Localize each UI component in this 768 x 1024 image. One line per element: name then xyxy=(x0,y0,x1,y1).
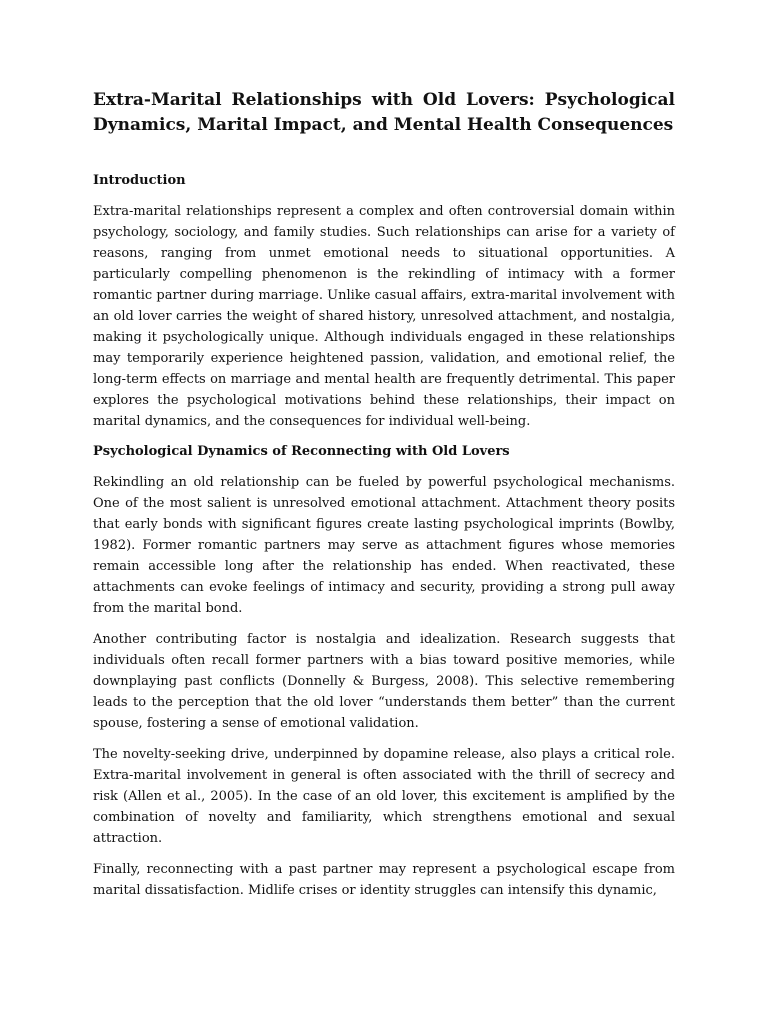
paragraph-nostalgia: Another contributing factor is nostalgia and idealization. Research suggests that individuals often recall former partners with a bias toward positive memories, while downplaying past conflicts (Donnelly & Burgess, 2008). This selective remembering leads to the perception that the old lover “understands them better” than the current spouse, fostering a sense of emotional validation. xyxy=(93,632,675,731)
paragraph-escape: Finally, reconnecting with a past partner may represent a psychological escape from marital dissatisfaction. Midlife crises or identity struggles can intensify this dynamic, xyxy=(93,862,675,898)
section-heading-psychological-dynamics: Psychological Dynamics of Reconnecting with Old Lovers xyxy=(93,444,510,459)
section-heading-introduction: Introduction xyxy=(93,173,186,188)
paragraph-introduction: Extra-marital relationships represent a complex and often controversial domain within psychology, sociology, and family studies. Such relationships can arise for a variety of reasons, ranging from unmet emotional needs to situational opportunities. A particularly compelling phenomenon is the rekindling of intimacy with a former romantic partner during marriage. Unlike casual affairs, extra-marital involvement with an old lover carries the weight of shared history, unresolved attachment, and nostalgia, making it psychologically unique. Although individuals engaged in these relationships may temporarily experience heightened passion, validation, and emotional relief, the long-term effects on marriage and mental health are frequently detrimental. This paper explores the psychological motivations behind these relationships, their impact on marital dynamics, and the consequences for individual well-being. xyxy=(93,204,675,429)
paper-title: Extra-Marital Relationships with Old Lovers: Psychological Dynamics, Marital Impact, and Mental Health Consequences xyxy=(93,90,675,135)
paragraph-attachment: Rekindling an old relationship can be fueled by powerful psychological mechanisms. One of the most salient is unresolved emotional attachment. Attachment theory posits that early bonds with significant figures create lasting psychological imprints (Bowlby, 1982). Former romantic partners may serve as attachment figures whose memories remain accessible long after the relationship has ended. When reactivated, these attachments can evoke feelings of intimacy and security, providing a strong pull away from the marital bond. xyxy=(93,475,675,616)
section-psychological-dynamics xyxy=(93,442,675,901)
section-introduction xyxy=(93,171,675,432)
document-page xyxy=(93,88,675,911)
paragraph-novelty: The novelty-seeking drive, underpinned by dopamine release, also plays a critical role. Extra-marital involvement in general is often associated with the thrill of secrecy and risk (Allen et al., 2005). In the case of an old lover, this excitement is amplified by the combination of novelty and familiarity, which strengthens emotional and sexual attraction. xyxy=(93,747,675,846)
